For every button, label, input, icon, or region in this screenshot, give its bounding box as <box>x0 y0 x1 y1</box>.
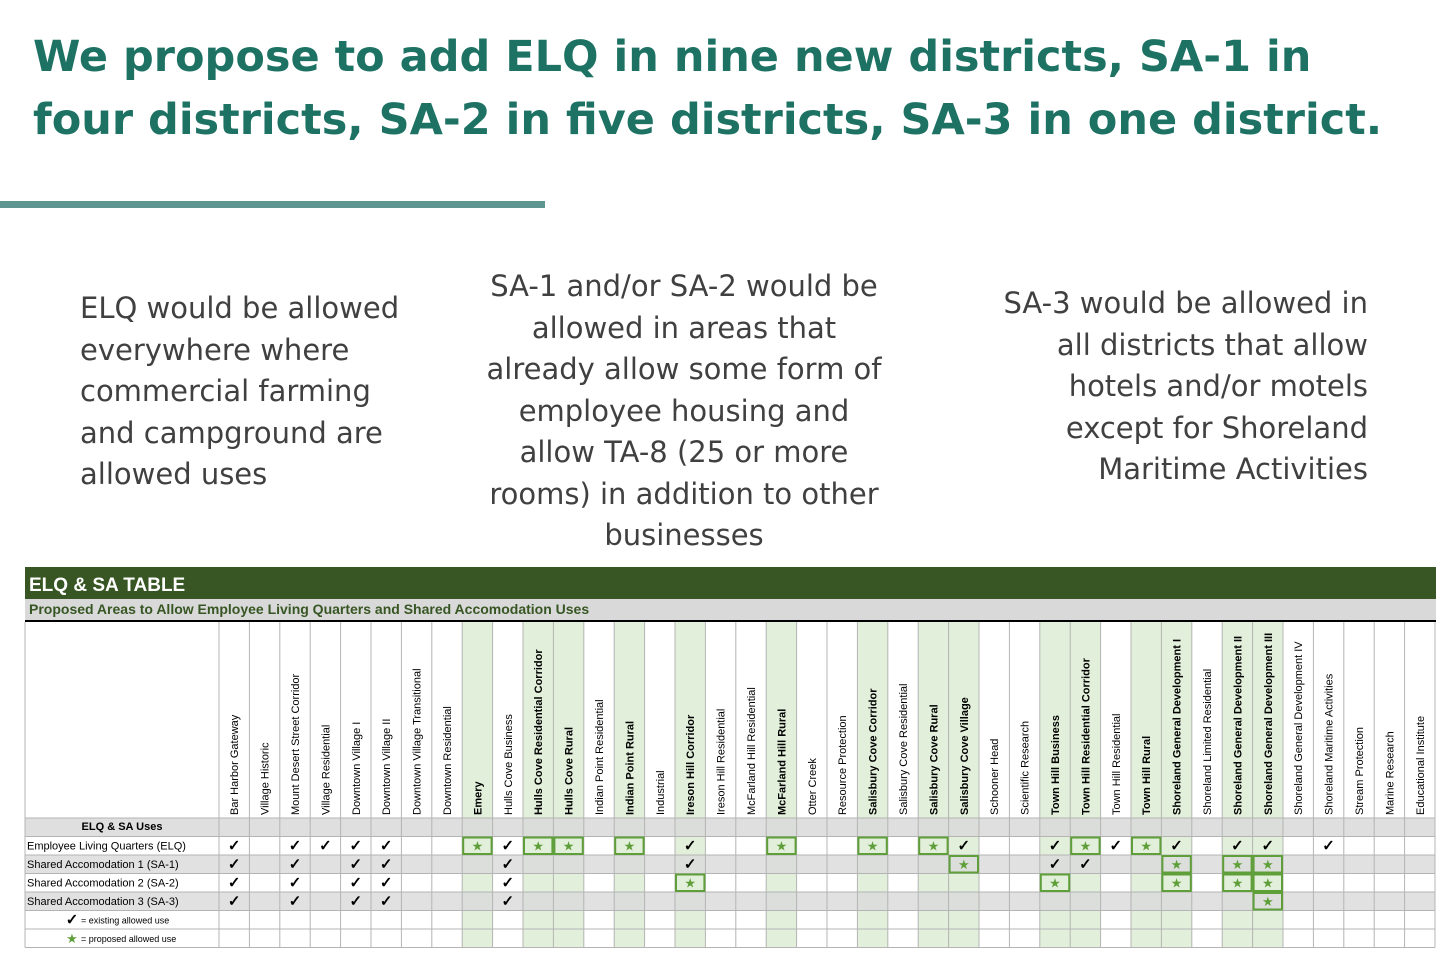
legend-text: = proposed allowed use <box>81 934 177 944</box>
district-header: Downtown Residential <box>442 706 454 815</box>
district-header: Village Historic <box>259 742 272 815</box>
existing-check: ✓ <box>288 874 302 892</box>
existing-check: ✓ <box>227 874 241 892</box>
existing-check: ✓ <box>379 874 393 892</box>
district-header: Marine Research <box>1384 731 1397 815</box>
existing-check: ✓ <box>349 874 363 892</box>
existing-check: ✓ <box>349 837 363 855</box>
proposed-star: ★ <box>957 857 970 872</box>
district-header: Shoreland General Development II <box>1232 635 1245 815</box>
district-header: Shoreland Maritime Activities <box>1323 673 1336 815</box>
existing-check: ✓ <box>349 856 363 873</box>
proposed-star: ★ <box>562 838 575 854</box>
district-header: Bar Harbor Gateway <box>229 714 242 815</box>
district-header: Schooner Head <box>989 738 1002 815</box>
row-label: Shared Accomodation 3 (SA-3) <box>27 896 179 908</box>
district-header: Village Residential <box>320 724 333 815</box>
district-header: Educational Institute <box>1414 715 1427 815</box>
existing-check: ✓ <box>683 837 697 855</box>
table-subtitle: Proposed Areas to Allow Employee Living Quarters and Shared Accomodation Uses <box>29 601 590 617</box>
table-title: ELQ & SA TABLE <box>29 575 186 596</box>
proposed-star: ★ <box>1261 894 1274 909</box>
existing-check: ✓ <box>379 837 393 855</box>
existing-check: ✓ <box>227 856 241 873</box>
proposed-star: ★ <box>1261 875 1274 891</box>
legend-symbol: ★ <box>66 931 78 946</box>
existing-check: ✓ <box>1079 856 1092 873</box>
existing-check: ✓ <box>1261 837 1275 855</box>
existing-check: ✓ <box>379 856 393 873</box>
proposed-star: ★ <box>684 875 697 891</box>
district-header: McFarland Hill Residential <box>746 687 758 815</box>
existing-check: ✓ <box>1048 837 1062 855</box>
point-elq: ELQ would be allowed everywhere where commercial farming and campground are allowed uses <box>80 291 400 491</box>
proposed-star: ★ <box>1170 875 1183 891</box>
district-header: Scientific Research <box>1019 720 1032 815</box>
legend-symbol: ✓ <box>65 911 79 929</box>
existing-check: ✓ <box>379 893 393 910</box>
district-header: Town Hill Residential <box>1110 713 1123 815</box>
district-header: Ireson Hill Residential <box>715 708 728 815</box>
district-header: Salisbury Cove Corridor <box>867 688 880 815</box>
proposed-star: ★ <box>1140 838 1153 854</box>
existing-check: ✓ <box>349 893 363 910</box>
district-header: McFarland Hill Rural <box>776 708 789 815</box>
existing-check: ✓ <box>227 837 241 855</box>
district-header: Industrial <box>654 770 667 815</box>
district-header: Resource Protection <box>837 715 850 815</box>
proposed-star: ★ <box>1049 875 1061 891</box>
district-header: Indian Point Residential <box>594 699 606 815</box>
existing-check: ✓ <box>288 856 302 873</box>
district-header: Hulls Cove Rural <box>563 726 576 815</box>
district-header: Salisbury Cove Village <box>958 697 971 815</box>
district-header: Mount Desert Street Corridor <box>290 673 302 815</box>
row-label: Shared Accomodation 1 (SA-1) <box>27 859 179 871</box>
district-header: Otter Creek <box>806 758 819 815</box>
existing-check: ✓ <box>1170 837 1183 855</box>
existing-check: ✓ <box>1109 837 1123 855</box>
proposed-star: ★ <box>1231 875 1244 891</box>
district-header: Shoreland General Development IV <box>1293 641 1306 815</box>
district-header: Hulls Cove Residential Corridor <box>533 649 546 815</box>
district-header: Salisbury Cove Residential <box>898 683 910 815</box>
district-header: Downtown Village II <box>381 718 394 815</box>
proposed-star: ★ <box>1170 857 1183 872</box>
proposed-star: ★ <box>927 838 940 854</box>
existing-check: ✓ <box>501 893 515 910</box>
district-header: Hulls Cove Business <box>502 714 515 815</box>
proposed-star: ★ <box>1079 838 1092 854</box>
existing-check: ✓ <box>501 856 515 873</box>
proposed-star: ★ <box>532 838 545 854</box>
proposed-star: ★ <box>866 838 879 854</box>
existing-check: ✓ <box>227 893 241 910</box>
existing-check: ✓ <box>1231 837 1244 855</box>
district-header: Stream Protection <box>1354 726 1366 815</box>
existing-check: ✓ <box>319 837 332 855</box>
existing-check: ✓ <box>683 856 697 873</box>
district-header: Indian Point Rural <box>624 720 637 815</box>
table-title-bar <box>25 567 1436 599</box>
existing-check: ✓ <box>1048 856 1062 873</box>
district-header: Ireson Hill Corridor <box>685 714 698 815</box>
point-sa1-sa2: SA-1 and/or SA-2 would be allowed in areas that already allow some form of employee housing and allow TA-8 (25 or more rooms) in addition to other businesses <box>486 269 882 552</box>
proposed-star: ★ <box>1261 857 1274 872</box>
existing-check: ✓ <box>288 837 302 855</box>
district-header: Emery <box>472 781 485 815</box>
district-header: Town Hill Business <box>1050 714 1062 815</box>
row-label: Shared Accomodation 2 (SA-2) <box>27 877 179 890</box>
district-header: Downtown Village Transitional <box>411 668 424 815</box>
proposed-star: ★ <box>1231 857 1244 872</box>
legend-text: = existing allowed use <box>81 915 170 926</box>
uses-header-band <box>25 818 1435 837</box>
point-sa3: SA-3 would be allowed in all districts that allow hotels and/or motels except for Shoreland Maritime Activities <box>1003 286 1368 486</box>
uses-header: ELQ & SA Uses <box>81 821 163 833</box>
district-header: Shoreland Limited Residential <box>1202 668 1214 815</box>
existing-check: ✓ <box>501 874 515 892</box>
district-header: Shoreland General Development III <box>1262 632 1275 815</box>
existing-check: ✓ <box>957 837 971 855</box>
district-header: Salisbury Cove Rural <box>928 704 941 815</box>
headline: We propose to add ELQ in nine new districts, SA-1 in four districts, SA-2 in five districts, SA-3 in one district. <box>33 32 1383 145</box>
district-header: Town Hill Rural <box>1141 735 1154 815</box>
existing-check: ✓ <box>288 893 302 910</box>
proposed-star: ★ <box>623 838 636 854</box>
proposed-star: ★ <box>471 838 484 854</box>
district-header: Shoreland General Development I <box>1171 638 1184 815</box>
district-header: Town Hill Residential Corridor <box>1080 658 1093 815</box>
proposed-star: ★ <box>775 838 788 854</box>
existing-check: ✓ <box>1322 837 1335 855</box>
existing-check: ✓ <box>501 837 515 855</box>
row-label: Employee Living Quarters (ELQ) <box>27 840 186 853</box>
district-header: Downtown Village I <box>350 721 363 815</box>
